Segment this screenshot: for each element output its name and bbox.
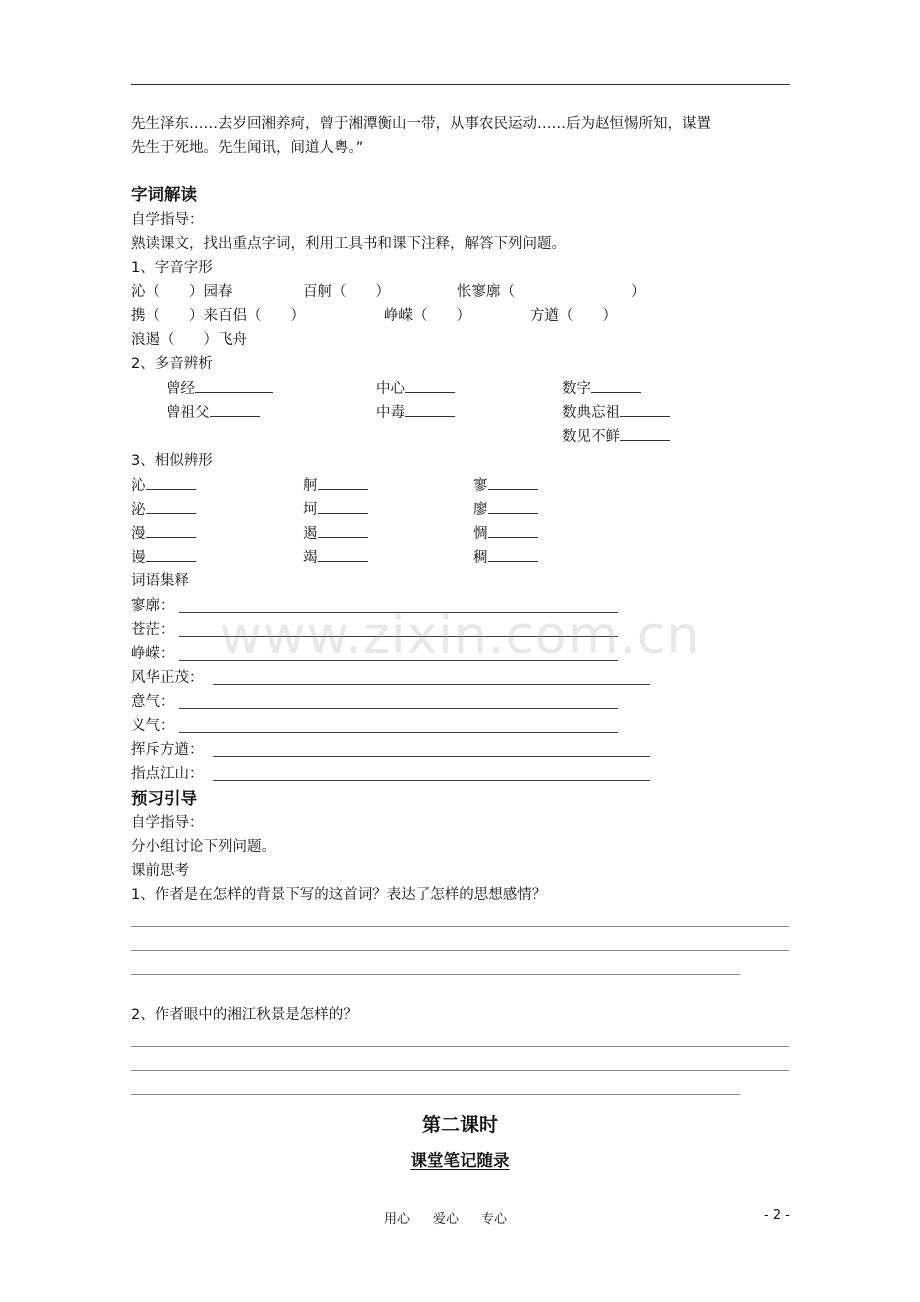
guide-label: 自学指导： bbox=[131, 212, 204, 228]
page-number: - 2 - bbox=[764, 1208, 790, 1223]
question-1: 1、作者是在怎样的背景下写的这首词？表达了怎样的思想感情？ bbox=[131, 887, 547, 903]
answer-line bbox=[131, 1094, 740, 1095]
q1-title: 1、字音字形 bbox=[131, 260, 213, 276]
watermark: www.zixin.com.cn bbox=[219, 606, 701, 666]
pinyin-item: 峥嵘（ ） bbox=[384, 308, 471, 324]
vocab-term: 意气： bbox=[131, 694, 175, 710]
polyphone-item: 中心 bbox=[376, 378, 455, 399]
vocab-term: 寥廓： bbox=[131, 598, 175, 614]
answer-line bbox=[213, 684, 650, 685]
pinyin-item: 携（ ）来百侣（ ） bbox=[131, 308, 305, 324]
form-item: 稠 bbox=[473, 547, 538, 568]
form-item: 遏 bbox=[303, 523, 368, 544]
lesson-title: 第二课时 bbox=[421, 1114, 498, 1136]
vocab-term: 指点江山： bbox=[131, 766, 204, 782]
question-2: 2、作者眼中的湘江秋景是怎样的？ bbox=[131, 1007, 358, 1023]
form-item: 寥 bbox=[473, 475, 538, 496]
guide-text: 熟读课文，找出重点字词，利用工具书和课下注释，解答下列问题。 bbox=[131, 236, 566, 252]
intro-line-2: 先生于死地。先生闻讯，间道人粤。” bbox=[131, 140, 364, 156]
form-item: 坷 bbox=[303, 499, 368, 520]
q2-title: 2、多音辨析 bbox=[131, 356, 213, 372]
vocab-term: 义气： bbox=[131, 718, 175, 734]
lesson-subtitle-wrap bbox=[0, 1150, 920, 1172]
answer-line bbox=[131, 1046, 789, 1047]
footer-motto-1: 用心 bbox=[384, 1212, 411, 1227]
answer-line bbox=[131, 1070, 789, 1071]
form-item: 惆 bbox=[473, 523, 538, 544]
guide-text: 分小组讨论下列问题。 bbox=[131, 839, 276, 855]
form-item: 泌 bbox=[131, 499, 196, 520]
polyphone-item: 数见不鲜 bbox=[562, 426, 670, 447]
pinyin-item: 沁（ ）园春 bbox=[131, 284, 233, 300]
answer-line bbox=[131, 950, 789, 951]
form-item: 廖 bbox=[473, 499, 538, 520]
vocab-term: 苍茫： bbox=[131, 622, 175, 638]
polyphone-item: 中毒 bbox=[376, 402, 455, 423]
polyphone-item: 数典忘祖 bbox=[562, 402, 670, 423]
form-item: 谩 bbox=[131, 547, 196, 568]
polyphone-item: 曾祖父 bbox=[166, 402, 260, 423]
pinyin-item: 百舸（ ） bbox=[303, 284, 390, 300]
form-item: 舸 bbox=[303, 475, 368, 496]
pinyin-item: 怅寥廓（ ） bbox=[457, 284, 646, 300]
vocab-term: 峥嵘： bbox=[131, 646, 175, 662]
vocab-title: 词语集释 bbox=[131, 573, 189, 589]
think-title: 课前思考 bbox=[131, 863, 189, 879]
form-item: 沁 bbox=[131, 475, 196, 496]
footer-motto-2: 爱心 bbox=[433, 1212, 460, 1227]
form-item: 竭 bbox=[303, 547, 368, 568]
vocab-term: 挥斥方遒： bbox=[131, 742, 204, 758]
vocab-term: 风华正茂： bbox=[131, 670, 204, 686]
form-item: 漫 bbox=[131, 523, 196, 544]
answer-line bbox=[213, 756, 650, 757]
guide-label: 自学指导： bbox=[131, 815, 204, 831]
answer-line bbox=[179, 708, 618, 709]
header-rule bbox=[131, 84, 790, 85]
q3-title: 3、相似辨形 bbox=[131, 453, 213, 469]
polyphone-item: 曾经 bbox=[166, 378, 273, 399]
section-title-vocab: 字词解读 bbox=[131, 185, 197, 204]
answer-line bbox=[179, 732, 618, 733]
answer-line bbox=[131, 974, 740, 975]
pinyin-item: 浪遏（ ）飞舟 bbox=[131, 332, 247, 348]
pinyin-item: 方遒（ ） bbox=[530, 308, 617, 324]
section-title-preview: 预习引导 bbox=[131, 789, 197, 808]
answer-line bbox=[131, 926, 789, 927]
answer-line bbox=[213, 780, 650, 781]
footer-motto-3: 专心 bbox=[481, 1212, 508, 1227]
polyphone-item: 数字 bbox=[562, 378, 641, 399]
intro-line-1: 先生泽东……去岁回湘养疴，曾于湘潭衡山一带，从事农民运动……后为赵恒惕所知，谋置 bbox=[131, 116, 711, 132]
lesson-subtitle: 课堂笔记随录 bbox=[410, 1151, 510, 1170]
